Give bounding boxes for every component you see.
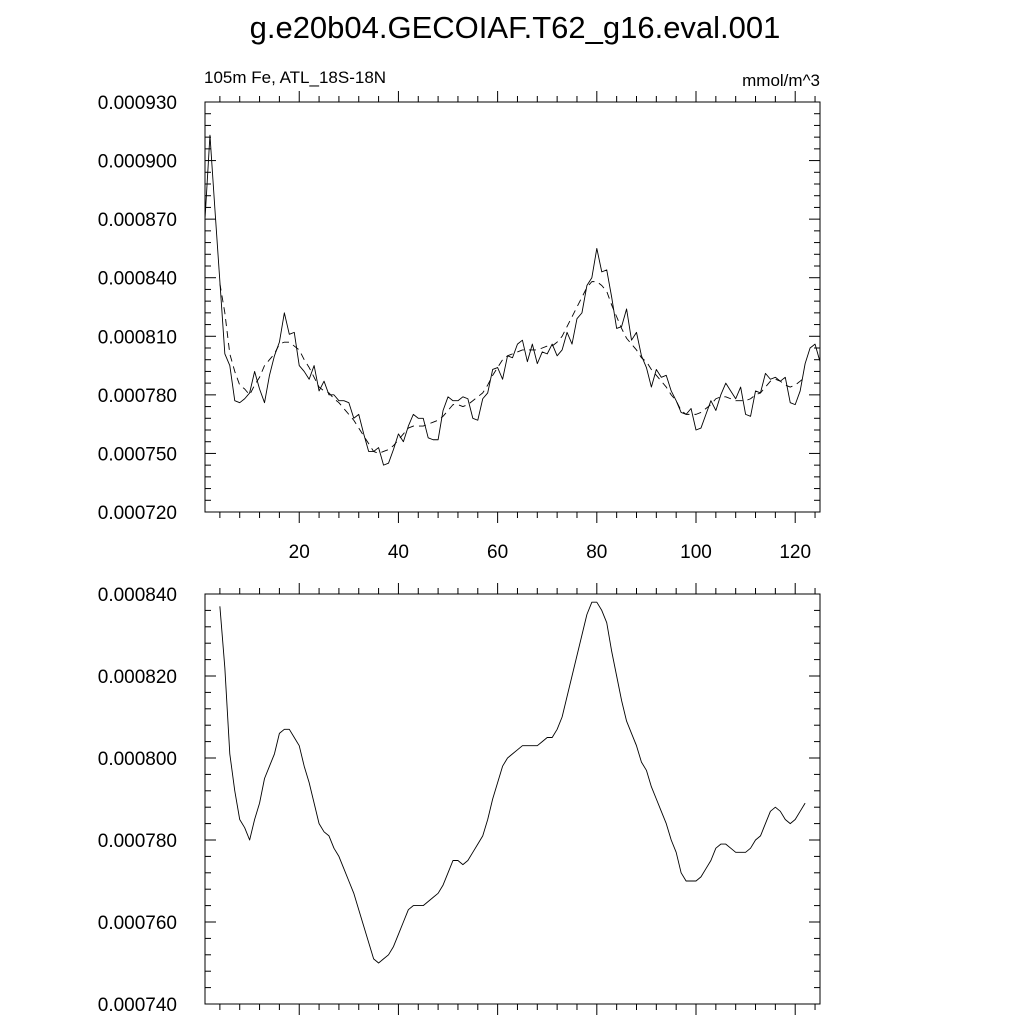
variable-region-label: 105m Fe, ATL_18S-18N	[204, 68, 387, 87]
units-label: mmol/m^3	[742, 71, 820, 90]
bottom-plot-frame	[205, 594, 820, 1004]
top-x-tick-label: 60	[487, 542, 509, 563]
top-series-solid-line	[205, 135, 820, 465]
top-y-tick-label: 0.000840	[97, 268, 177, 290]
bottom-y-tick-label: 0.000800	[97, 749, 177, 770]
top-plot-frame	[205, 102, 820, 512]
chart-title: g.e20b04.GECOIAF.T62_g16.eval.001	[249, 10, 781, 45]
bottom-y-tick-label: 0.000840	[97, 585, 177, 606]
bottom-y-tick-label: 0.000820	[97, 667, 177, 688]
bottom-y-tick-label: 0.000760	[97, 913, 177, 934]
top-y-tick-label: 0.000900	[97, 151, 177, 173]
top-y-tick-label: 0.000930	[97, 93, 177, 114]
bottom-y-tick-label: 0.000740	[97, 995, 177, 1016]
top-x-tick-label: 120	[779, 542, 812, 563]
top-panel	[98, 91, 820, 563]
bottom-panel	[98, 583, 820, 1016]
top-x-tick-label: 40	[387, 542, 409, 563]
top-y-tick-label: 0.000750	[97, 444, 177, 466]
top-y-tick-label: 0.000810	[97, 327, 177, 349]
top-y-tick-label: 0.000720	[97, 503, 177, 524]
top-x-tick-label: 100	[680, 542, 712, 563]
bottom-series-solid-line	[220, 602, 805, 963]
bottom-y-tick-label: 0.000780	[97, 831, 177, 852]
top-y-tick-label: 0.000870	[97, 210, 177, 232]
top-x-tick-label: 20	[288, 542, 310, 563]
top-series-dashed-line	[220, 282, 805, 454]
top-x-tick-label: 80	[586, 542, 608, 563]
top-y-tick-label: 0.000780	[97, 385, 177, 407]
